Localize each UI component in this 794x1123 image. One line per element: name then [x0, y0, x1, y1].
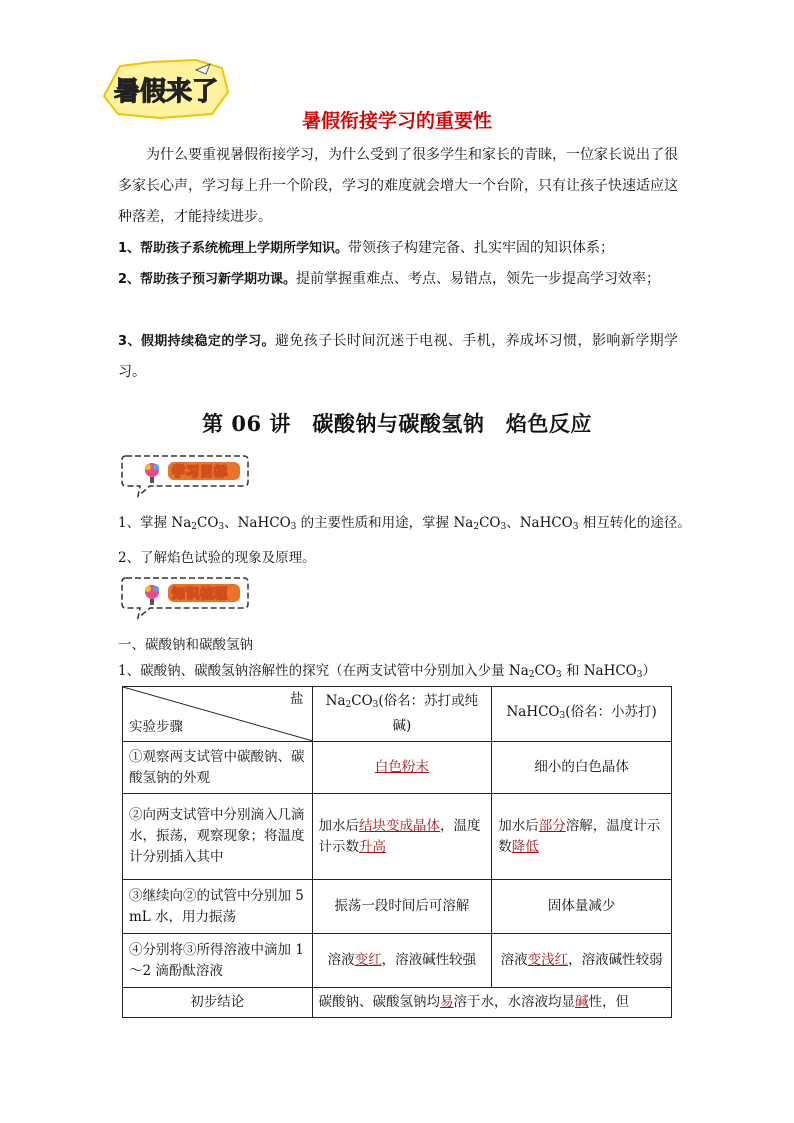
- na2co3-cell: [312, 742, 492, 794]
- answer-text: 降低: [511, 838, 539, 855]
- answer-text: 升高: [359, 838, 387, 855]
- goal-2: 2、了解焰色试验的现象及原理。: [118, 550, 316, 566]
- answer-text: 部分: [538, 817, 566, 834]
- knowledge-tag: [120, 574, 250, 614]
- experiment-title-part: 和 NaHCO: [561, 663, 637, 679]
- lecture-title: 第 06 讲 碳酸钠与碳酸氢钠 焰色反应: [202, 411, 592, 436]
- cell-text: 溶液: [500, 952, 528, 968]
- subscript: 3: [559, 710, 566, 721]
- cell-text: 溶于水，水溶液均显: [453, 994, 576, 1010]
- subscript: 3: [572, 522, 579, 532]
- learning-goal-label: 学习目标: [172, 465, 229, 480]
- header-part: (俗名：苏打或纯碱): [378, 693, 479, 734]
- cell-text: 碳酸钠、碳酸氢钠均: [318, 994, 441, 1010]
- header-part: (俗名：小苏打): [565, 703, 657, 720]
- learning-goal-tag: [120, 452, 250, 492]
- answer-text: 易: [440, 994, 454, 1010]
- intro-item-1-text: 带领孩子构建完备、扎实牢固的知识体系；: [348, 240, 615, 256]
- intro-item-3: [118, 326, 678, 388]
- knowledge-label: 知识梳理: [172, 587, 229, 602]
- experiment-title-part: ）: [642, 663, 656, 679]
- table-row: [123, 794, 672, 880]
- cell-text: 溶解，温度计示数: [498, 817, 661, 855]
- step-cell: ①观察两支试管中碳酸钠、碳酸氢钠的外观: [123, 742, 313, 794]
- header-part: NaHCO: [506, 703, 560, 720]
- goal-1-part: 1、掌握 Na: [118, 515, 192, 531]
- logo-text: 暑假来了: [113, 77, 219, 107]
- experiment-table: [122, 686, 672, 1018]
- table-row: [123, 988, 672, 1018]
- intro-item-2-text: 提前掌握重难点、考点、易错点，领先一步提高学习效率；: [296, 271, 661, 287]
- nahco3-cell: 固体量减少: [492, 880, 672, 934]
- step-cell: ③继续向②的试管中分别加 5 mL 水，用力振荡: [123, 880, 313, 934]
- cell-text: ，溶液碱性较弱: [568, 952, 663, 968]
- intro-item-3-bold: 3、假期持续稳定的学习。: [118, 334, 275, 349]
- step-cell: ②向两支试管中分别滴入几滴水，振荡，观察现象；将温度计分别插入其中: [123, 794, 313, 880]
- answer-text: 白色粉末: [374, 759, 429, 775]
- goal-1: [118, 511, 691, 532]
- intro-item-1-bold: 1、帮助孩子系统梳理上学期所学知识。: [118, 241, 349, 256]
- subscript: 2: [528, 670, 535, 680]
- table-header-row: [123, 687, 672, 742]
- nahco3-cell: 细小的白色晶体: [492, 742, 672, 794]
- experiment-title-part: CO: [534, 663, 556, 679]
- cell-text: 性，但: [588, 994, 630, 1010]
- header-salt: 盐: [290, 691, 304, 707]
- experiment-title-part: 1、碳酸钠、碳酸氢钠溶解性的探究（在两支试管中分别加入少量 Na: [118, 663, 529, 679]
- subscript: 2: [473, 522, 480, 532]
- nahco3-cell: [492, 794, 672, 880]
- cell-text: 加水后: [318, 817, 360, 834]
- cell-text: 溶液: [327, 952, 355, 968]
- table-row: [123, 880, 672, 934]
- na2co3-cell: [312, 794, 492, 880]
- answer-text: 变浅红: [527, 952, 569, 968]
- table-corner-header: [123, 687, 313, 742]
- intro-paragraph: 为什么要重视暑假衔接学习，为什么受到了很多学生和家长的青睐，一位家长说出了很多家长心声，学习每上升一个阶段，学习的难度就会增大一个台阶，只有让孩子快速适应这种落差，才能持续进步。: [118, 147, 678, 225]
- step-cell: ④分别将③所得溶液中滴加 1～2 滴酚酞溶液: [123, 934, 313, 988]
- subscript: 3: [555, 670, 562, 680]
- na2co3-cell: 振荡一段时间后可溶解: [312, 880, 492, 934]
- page-title: 暑假衔接学习的重要性: [301, 110, 492, 132]
- header-part: Na: [325, 693, 346, 709]
- na2co3-cell: [312, 934, 492, 988]
- goal-1-part: 的主要性质和用途，掌握 Na: [296, 515, 474, 531]
- intro-item-3-text: 避免孩子长时间沉迷于电视、手机，养成坏习惯，影响新学期学习。: [118, 333, 679, 380]
- table-row: [123, 742, 672, 794]
- subscript: 2: [345, 700, 352, 710]
- intro-item-2: [118, 264, 678, 295]
- nahco3-cell: [492, 934, 672, 988]
- experiment-title: [118, 659, 656, 680]
- cell-text: ，溶液碱性较强: [381, 952, 477, 968]
- cell-text: ，温度计示数: [318, 817, 481, 855]
- goal-1-part: 、NaHCO: [506, 515, 573, 531]
- section-heading: 一、碳酸钠和碳酸氢钠: [118, 637, 253, 653]
- goal-1-part: CO: [196, 515, 219, 531]
- subscript: 3: [218, 522, 225, 532]
- intro-item-1: [118, 233, 678, 264]
- header-steps: 实验步骤: [129, 719, 183, 735]
- goal-1-part: 、NaHCO: [224, 515, 291, 531]
- subscript: 3: [636, 670, 643, 680]
- header-nahco3: [492, 687, 672, 742]
- subscript: 3: [500, 522, 507, 532]
- subscript: 3: [372, 700, 379, 710]
- header-part: CO: [351, 693, 373, 709]
- goal-1-part: CO: [479, 515, 501, 531]
- step-cell: 初步结论: [123, 988, 313, 1018]
- conclusion-cell: [312, 988, 671, 1018]
- header-na2co3: [312, 687, 492, 742]
- subscript: 2: [191, 522, 197, 532]
- intro-item-2-bold: 2、帮助孩子预习新学期功课。: [118, 272, 297, 287]
- table-row: [123, 934, 672, 988]
- answer-text: 结块变成晶体: [359, 817, 441, 834]
- subscript: 3: [290, 522, 297, 532]
- goal-1-part: 相互转化的途径。: [578, 515, 691, 531]
- answer-text: 变红: [354, 952, 382, 968]
- cell-text: 加水后: [498, 817, 539, 834]
- answer-text: 碱: [575, 994, 589, 1010]
